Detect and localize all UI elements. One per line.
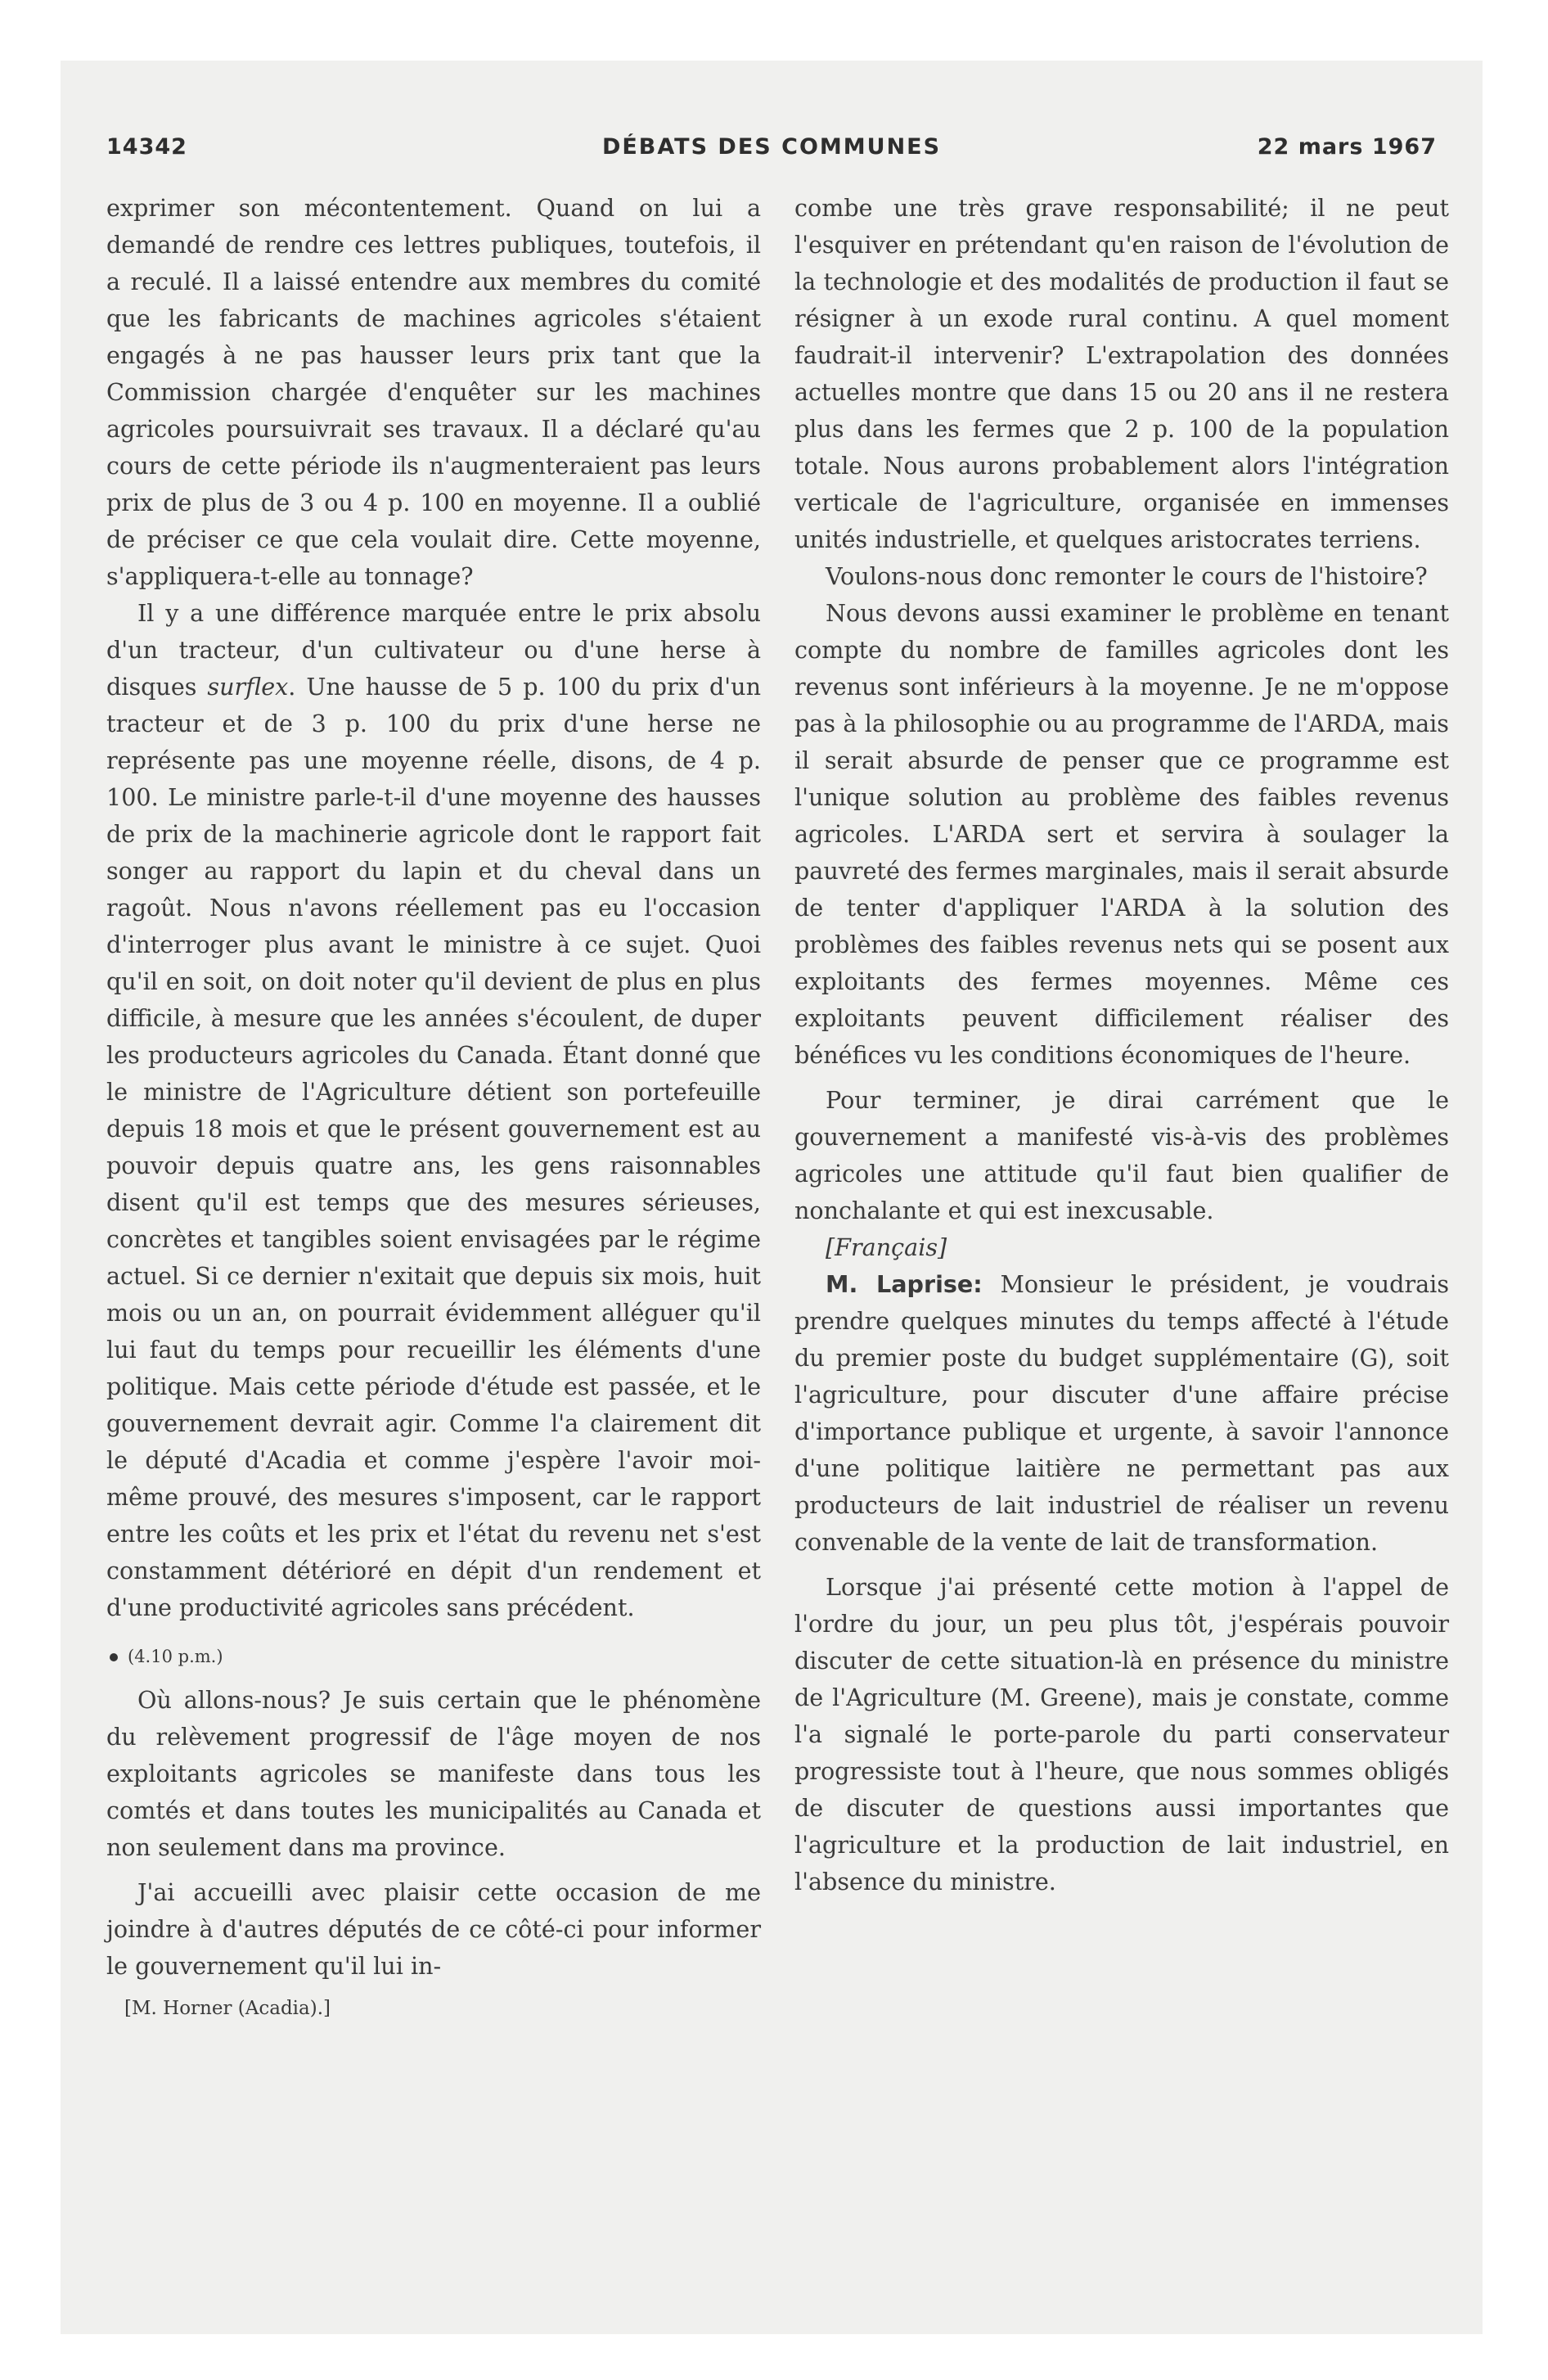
time-stamp	[106, 1644, 761, 1669]
paragraph: exprimer son mécontentement. Quand on lui a demandé de rendre ces lettres publiques, toutefois, il a reculé. Il a laissé entendre aux membres du comité que les fabricants de machines agricoles s'étaient engagés à ne pas hausser leurs prix tant que la Commission chargée d'enquêter sur les machines agricoles poursuivrait ses travaux. Il a déclaré qu'au cours de cette période ils n'augmenteraient pas leurs prix de plus de 3 ou 4 p. 100 en moyenne. Il a oublié de préciser ce que cela voulait dire. Cette moyenne, s'appliquera-t-elle au tonnage?	[106, 194, 761, 590]
bullet-icon	[110, 1653, 118, 1661]
speaker-name: M. Laprise:	[826, 1270, 983, 1298]
paragraph: J'ai accueilli avec plaisir cette occasion de me joindre à d'autres députés de ce côté-ci pour informer le gouvernement qu'il lui in-	[106, 1878, 761, 1980]
publication-title: DÉBATS DES COMMUNES	[601, 134, 942, 160]
paragraph-text: Il y a une différence marquée entre le prix absolu d'un tracteur, d'un cultivateur ou d'une herse à disques	[106, 599, 761, 701]
language-marker: [Français]	[826, 1233, 947, 1261]
document-page	[61, 61, 1483, 2334]
paragraph: combe une très grave responsabilité; il ne peut l'esquiver en prétendant qu'en raison de l'évolution de la technologie et des modalités de production il faut se résigner à un exode rural continu. A quel moment faudrait-il intervenir? L'extrapolation des données actuelles montre que dans 15 ou 20 ans il ne restera plus dans les fermes que 2 p. 100 de la population totale. Nous aurons probablement alors l'intégration verticale de l'agriculture, organisée en immenses unités industrielle, et quelques aristocrates terriens.	[794, 194, 1449, 553]
page-header	[106, 134, 1437, 167]
speaker-attribution: [M. Horner (Acadia).]	[124, 1998, 331, 2019]
paragraph: Pour terminer, je dirai carrément que le gouvernement a manifesté vis-à-vis des problèmes agricoles une attitude qu'il faut bien qualifier de nonchalante et qui est inexcusable.	[794, 1086, 1449, 1224]
paragraph: Où allons-nous? Je suis certain que le phénomène du relèvement progressif de l'âge moyen de nos exploitants agricoles se manifeste dans tous les comtés et dans toutes les municipalités au Canada et non seulement dans ma province.	[106, 1686, 761, 1861]
time-stamp-text: (4.10 p.m.)	[128, 1647, 223, 1666]
paragraph: Lorsque j'ai présenté cette motion à l'appel de l'ordre du jour, un peu plus tôt, j'espérais pouvoir discuter de cette situation-là en présence du ministre de l'Agriculture (M. Greene), mais je constate, comme l'a signalé le porte-parole du parti conservateur progressiste tout à l'heure, que nous sommes obligés de discuter de questions aussi importantes que l'agriculture et la production de lait industriel, en l'absence du ministre.	[794, 1573, 1449, 1895]
right-column	[794, 190, 1449, 1900]
paragraph-text: . Une hausse de 5 p. 100 du prix d'un tracteur et de 3 p. 100 du prix d'une herse ne représente pas une moyenne réelle, disons, de 4 p. 100. Le ministre parle-t-il d'une moyenne des hausses de prix de la machinerie agricole dont le rapport fait songer au rapport du lapin et du cheval dans un ragoût. Nous n'avons réellement pas eu l'occasion d'interroger plus avant le ministre à ce sujet. Quoi qu'il en soit, on doit noter qu'il devient de plus en plus difficile, à mesure que les années s'écoulent, de duper les producteurs agricoles du Canada. Étant donné que le ministre de l'Agriculture détient son portefeuille depuis 18 mois et que le présent gouvernement est au pouvoir depuis quatre ans, les gens raisonnables disent qu'il est temps que des mesures sérieuses, concrètes et tangibles soient envisagées par le régime actuel. Si ce dernier n'exitait que depuis six mois, huit mois ou un an, on pourrait évidemment alléguer qu'il lui faut du temps pour recueillir les éléments d'une politique. Mais cette période d'étude est passée, et le gouvernement devrait agir. Comme l'a clairement dit le député d'Acadia et comme j'espère l'avoir moi-même prouvé, des mesures s'imposent, car le rapport entre les coûts et les prix et l'état du revenu net s'est constamment détérioré en dépit d'un rendement et d'une productivité agricoles sans précédent.	[106, 673, 761, 1621]
paragraph-text: Monsieur le président, je voudrais prendre quelques minutes du temps affecté à l'étude du premier poste du budget supplémentaire (G), soit l'agriculture, pour discuter d'une affaire précise d'importance publique et urgente, à savoir l'annonce d'une politique laitière ne permettant pas aux producteurs de lait industriel de réaliser un revenu convenable de la vente de lait de transformation.	[794, 1270, 1449, 1556]
publication-date: 22 mars 1967	[1257, 134, 1437, 160]
paragraph: Nous devons aussi examiner le problème en tenant compte du nombre de familles agricoles dont les revenus sont inférieurs à la moyenne. Je ne m'oppose pas à la philosophie ou au programme de l'ARDA, mais il serait absurde de penser que ce programme est l'unique solution au problème des faibles revenus agricoles. L'ARDA sert et servira à soulager la pauvreté des fermes marginales, mais il serait absurde de tenter d'appliquer l'ARDA à la solution des problèmes des faibles revenus nets qui se posent aux exploitants des fermes moyennes. Même ces exploitants peuvent difficilement réaliser des bénéfices vu les conditions économiques de l'heure.	[794, 599, 1449, 1069]
paragraph: Voulons-nous donc remonter le cours de l'histoire?	[826, 562, 1428, 590]
left-column	[106, 190, 761, 2021]
paragraph	[794, 1266, 1449, 1561]
page-number: 14342	[106, 134, 187, 160]
paragraph	[106, 595, 761, 1626]
italic-term: surflex	[207, 673, 289, 701]
